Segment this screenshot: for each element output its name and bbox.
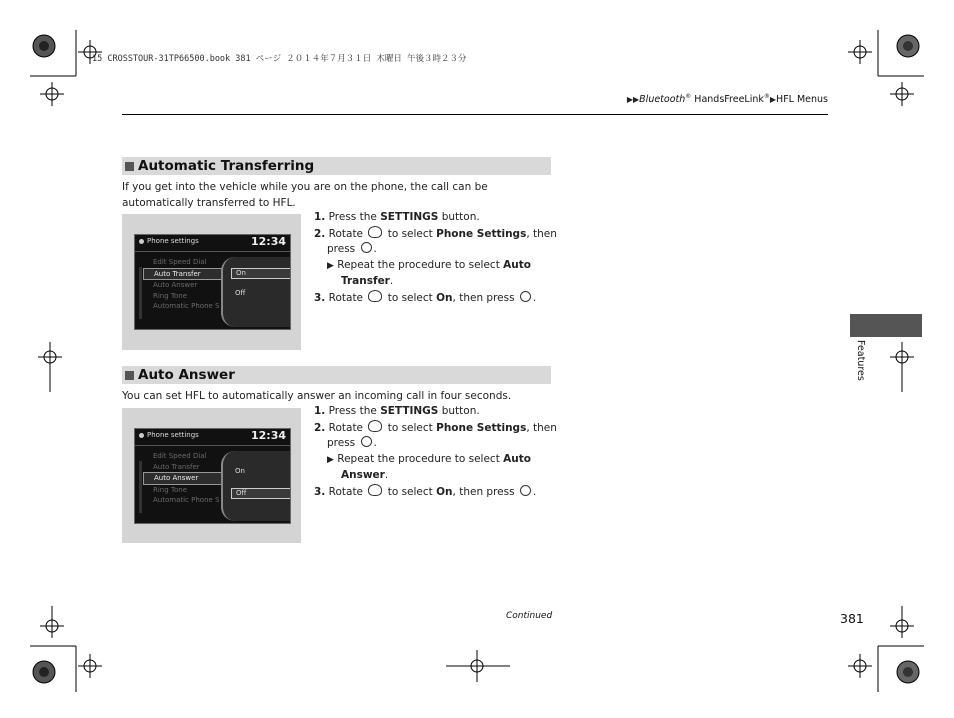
chapter-tab — [850, 314, 922, 337]
page-number: 381 — [840, 611, 864, 626]
breadcrumb-hfl-menus: HFL Menus — [776, 94, 828, 106]
step-text: press — [327, 437, 359, 449]
screen-title: Phone settings — [147, 431, 199, 439]
phone-icon — [139, 239, 144, 244]
option-off: Off — [235, 289, 246, 297]
screen-clock: 12:34 — [250, 235, 286, 248]
step-keyword: On — [436, 485, 453, 498]
step-keyword: Phone Settings — [436, 227, 527, 240]
breadcrumb-arrow-icon: ▶ — [769, 95, 777, 105]
step-text: to select — [384, 421, 437, 434]
registration-mark-right-middle — [888, 342, 918, 392]
step-text: . — [373, 437, 377, 449]
step-text: press — [327, 243, 359, 255]
selector-knob-icon — [368, 484, 382, 496]
list-item: Edit Speed Dial — [153, 452, 207, 460]
section-square-icon — [125, 371, 134, 380]
breadcrumb — [627, 93, 828, 105]
step-number: 3. — [314, 291, 326, 304]
print-info: 15 CROSSTOUR-31TP66500.book 381 ページ ２０１４年７月３１日 木曜日 午後３時２３分 — [92, 54, 467, 64]
registration-mark-bottom-left — [30, 592, 130, 692]
step-text: Press the — [328, 405, 381, 417]
selector-knob-icon — [368, 290, 382, 302]
sub-step-arrow-icon: ▶ — [327, 260, 334, 271]
steps-auto-answer — [314, 404, 557, 500]
step-keyword: On — [436, 291, 453, 304]
step-text: , then press — [452, 291, 518, 304]
selector-knob-icon — [368, 226, 382, 238]
section-title: Automatic Transferring — [138, 158, 315, 174]
settings-list — [143, 257, 229, 312]
section-title: Auto Answer — [138, 367, 235, 383]
list-item: Edit Speed Dial — [153, 258, 207, 266]
list-item: Ring Tone — [153, 485, 188, 494]
press-knob-icon — [520, 485, 531, 496]
screen-clock: 12:34 — [250, 429, 286, 442]
option-off: Off — [231, 488, 291, 499]
breadcrumb-reg-2: ® — [763, 93, 770, 100]
step-text: , then — [526, 227, 557, 240]
step-text: button. — [438, 211, 480, 223]
continued-label: Continued — [506, 611, 553, 621]
section-heading-automatic-transferring — [122, 157, 551, 175]
steps-auto-transfer — [314, 210, 557, 306]
step-text: Rotate — [328, 227, 367, 240]
step-keyword: Auto — [503, 258, 532, 271]
step-keyword: Transfer — [341, 275, 390, 287]
step-text: Repeat the procedure to select — [337, 452, 504, 465]
step-text: . — [373, 243, 377, 255]
press-knob-icon — [361, 436, 372, 447]
chapter-tab-label: Features — [855, 340, 866, 381]
step-text: Rotate — [328, 485, 367, 498]
step-keyword: SETTINGS — [380, 211, 439, 223]
list-item: Ring Tone — [153, 291, 188, 300]
step-number: 1. — [314, 211, 326, 223]
step-number: 2. — [314, 421, 326, 434]
step-text: . — [384, 469, 389, 481]
step-text: to select — [384, 227, 437, 240]
step-text: Repeat the procedure to select — [337, 258, 504, 271]
registration-mark-bottom-right — [824, 592, 924, 692]
step-text: . — [389, 275, 394, 287]
header-rule — [122, 114, 828, 115]
option-on: On — [231, 268, 291, 279]
step-text: . — [532, 485, 537, 498]
section-square-icon — [125, 162, 134, 171]
phone-icon — [139, 433, 144, 438]
step-keyword: SETTINGS — [380, 405, 439, 417]
step-text: button. — [438, 405, 480, 417]
breadcrumb-handsfreelink: HandsFreeLink — [691, 94, 764, 106]
settings-list — [143, 451, 229, 506]
breadcrumb-arrow-icon: ▶▶ — [626, 95, 640, 105]
step-number: 3. — [314, 485, 326, 498]
list-item: Auto Answer — [153, 281, 198, 289]
step-text: Press the — [328, 211, 381, 223]
press-knob-icon — [520, 291, 531, 302]
sub-step-arrow-icon: ▶ — [327, 454, 334, 465]
selector-knob-icon — [368, 420, 382, 432]
option-on: On — [235, 467, 245, 475]
step-text: Rotate — [328, 291, 367, 304]
step-text: Rotate — [328, 421, 367, 434]
screen-divider — [135, 251, 290, 252]
screen-scrollbar — [139, 461, 142, 513]
step-text: to select — [384, 485, 437, 498]
registration-mark-top-right — [824, 30, 924, 130]
step-text: , then — [526, 421, 557, 434]
registration-mark-top-left — [30, 30, 130, 130]
list-item: Auto Transfer — [153, 462, 200, 471]
screen-title: Phone settings — [147, 237, 199, 245]
registration-mark-left-middle — [36, 342, 66, 392]
step-keyword: Auto — [503, 452, 532, 465]
list-item: Automatic Phone S — [153, 302, 220, 310]
breadcrumb-bluetooth: Bluetooth — [639, 94, 686, 106]
step-text: to select — [384, 291, 437, 304]
step-number: 1. — [314, 405, 326, 417]
audio-display — [134, 234, 291, 330]
step-number: 2. — [314, 227, 326, 240]
registration-mark-bottom-center — [446, 650, 510, 686]
press-knob-icon — [361, 242, 372, 253]
step-text: , then press — [452, 485, 518, 498]
screen-divider — [135, 445, 290, 446]
section-heading-auto-answer — [122, 366, 551, 384]
screen-image-auto-answer — [122, 408, 301, 543]
step-text: . — [532, 291, 537, 304]
list-item: Automatic Phone S — [153, 496, 220, 504]
step-keyword: Answer — [341, 469, 385, 481]
screen-image-auto-transfer — [122, 214, 301, 350]
audio-display — [134, 428, 291, 524]
option-popup — [221, 451, 291, 521]
section-intro: If you get into the vehicle while you are on the phone, the call can be automatically transferred to HFL. — [122, 181, 488, 209]
screen-scrollbar — [139, 267, 142, 319]
list-item-selected: Auto Transfer — [143, 268, 229, 281]
breadcrumb-reg-1: ® — [685, 93, 692, 100]
step-keyword: Phone Settings — [436, 421, 527, 434]
list-item-selected: Auto Answer — [143, 472, 229, 485]
section-intro: You can set HFL to automatically answer an incoming call in four seconds. — [122, 390, 512, 402]
